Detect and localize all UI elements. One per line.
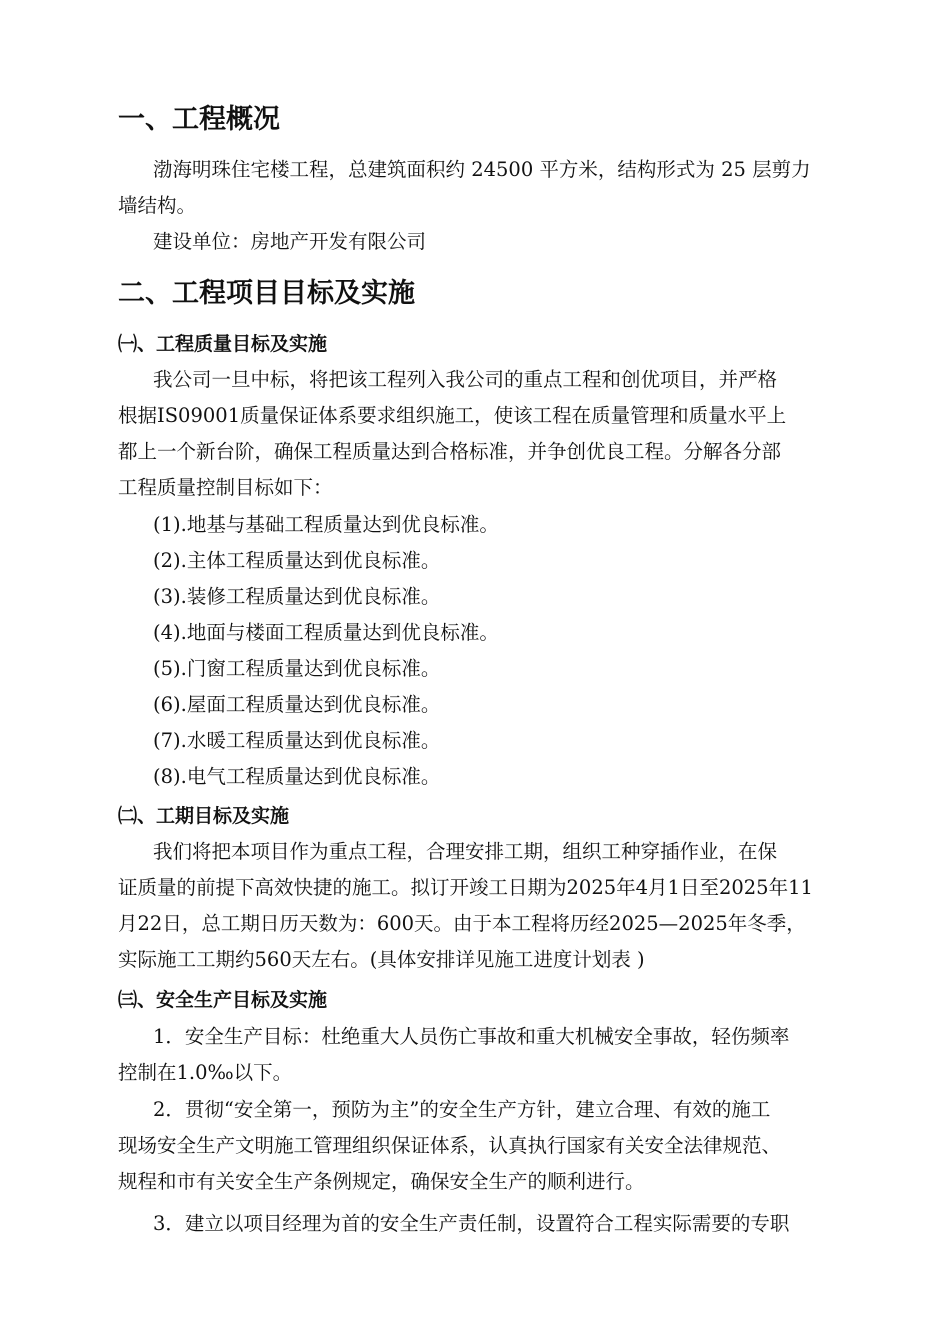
schedule-paragraph-line: 月22日，总工期日历天数为：600天。由于本工程将历经2025—2025年冬季， (118, 912, 806, 935)
safety-paragraph-line: 现场安全生产文明施工管理组织保证体系，认真执行国家有关安全法律规范、 (118, 1134, 782, 1157)
quality-list-item: (6).屋面工程质量达到优良标准。 (153, 693, 441, 716)
quality-list-item: (8).电气工程质量达到优良标准。 (153, 765, 441, 788)
quality-list-item: (5).门窗工程质量达到优良标准。 (153, 657, 441, 680)
quality-paragraph-line: 我公司一旦中标，将把该工程列入我公司的重点工程和创优项目，并严格 (153, 368, 778, 391)
section-heading-goals: 二、工程项目目标及实施 (118, 278, 415, 309)
safety-paragraph-line: 控制在1.0‰以下。 (118, 1061, 293, 1084)
subheading-schedule: ㈡、工期目标及实施 (118, 805, 290, 827)
subheading-quality: ㈠、工程质量目标及实施 (118, 333, 328, 355)
quality-paragraph-line: 根据IS09001质量保证体系要求组织施工，使该工程在质量管理和质量水平上 (118, 404, 787, 427)
overview-paragraph-line: 渤海明珠住宅楼工程，总建筑面积约 24500 平方米，结构形式为 25 层剪力 (153, 158, 811, 181)
section-heading-overview: 一、工程概况 (118, 104, 280, 135)
quality-paragraph-line: 工程质量控制目标如下： (118, 476, 333, 499)
quality-paragraph-line: 都上一个新台阶，确保工程质量达到合格标准，并争创优良工程。分解各分部 (118, 440, 782, 463)
builder-line: 建设单位：房地产开发有限公司 (153, 230, 427, 253)
subheading-safety: ㈢、安全生产目标及实施 (118, 989, 328, 1011)
quality-list-item: (7).水暖工程质量达到优良标准。 (153, 729, 441, 752)
schedule-paragraph-line: 实际施工工期约560天左右。(具体安排详见施工进度计划表 ) (118, 948, 645, 971)
safety-paragraph-line: 2．贯彻“安全第一，预防为主”的安全生产方针，建立合理、有效的施工 (153, 1098, 771, 1121)
overview-paragraph-line: 墙结构。 (118, 194, 197, 217)
schedule-paragraph-line: 证质量的前提下高效快捷的施工。拟订开竣工日期为2025年4月1日至2025年11 (118, 876, 813, 899)
safety-paragraph-line: 1．安全生产目标：杜绝重大人员伤亡事故和重大机械安全事故，轻伤频率 (153, 1025, 790, 1048)
schedule-paragraph-line: 我们将把本项目作为重点工程，合理安排工期，组织工种穿插作业，在保 (153, 840, 778, 863)
quality-list-item: (4).地面与楼面工程质量达到优良标准。 (153, 621, 499, 644)
quality-list-item: (3).装修工程质量达到优良标准。 (153, 585, 441, 608)
quality-list-item: (2).主体工程质量达到优良标准。 (153, 549, 441, 572)
safety-paragraph-line: 3．建立以项目经理为首的安全生产责任制，设置符合工程实际需要的专职 (153, 1212, 790, 1235)
quality-list-item: (1).地基与基础工程质量达到优良标准。 (153, 513, 499, 536)
safety-paragraph-line: 规程和市有关安全生产条例规定，确保安全生产的顺利进行。 (118, 1170, 645, 1193)
